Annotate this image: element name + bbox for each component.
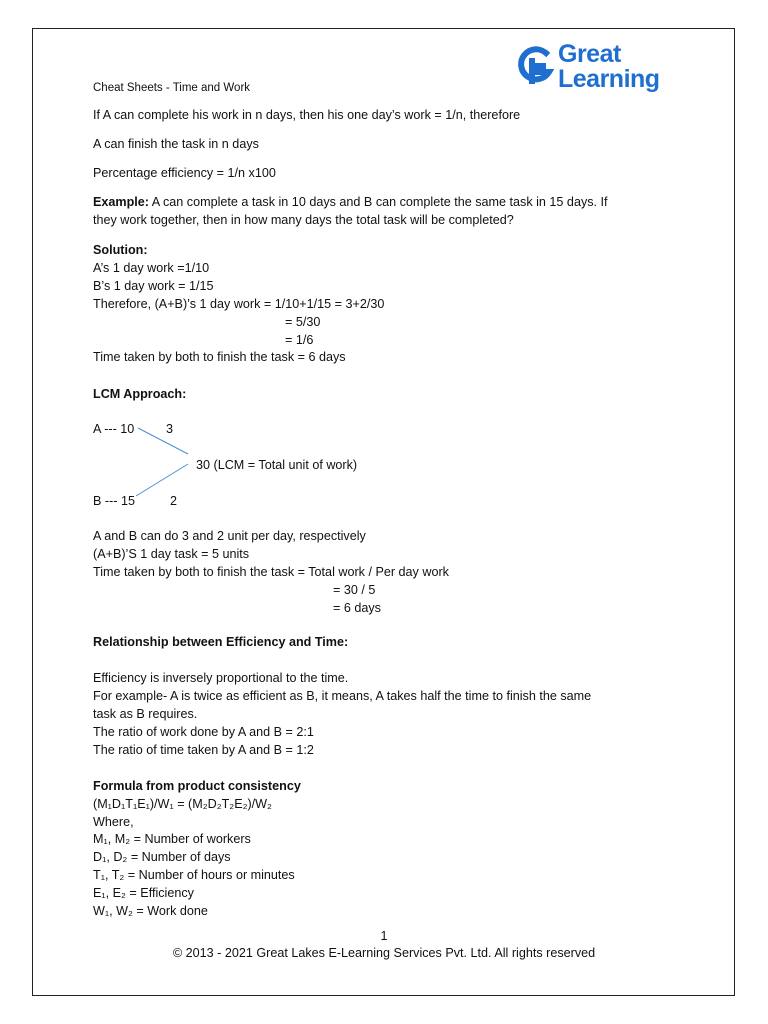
solution-line-a: A’s 1 day work =1/10 [93, 261, 210, 275]
solution-heading: Solution: [93, 243, 148, 257]
lcm-total: 30 (LCM = Total unit of work) [196, 458, 358, 472]
formula-def-hours: T₁, T₂ = Number of hours or minutes [93, 868, 295, 882]
example-text-1: A can complete a task in 10 days and B can complete the same task in 15 days. If [149, 195, 608, 209]
line-one-day-work: If A can complete his work in n days, then his one day’s work = 1/n, therefore [93, 108, 521, 122]
logo-line-2: Learning [558, 65, 660, 93]
line-percentage-efficiency: Percentage efficiency = 1/n x100 [93, 166, 276, 180]
solution-line-5-30: = 5/30 [285, 315, 321, 329]
lcm-conclusion-1: A and B can do 3 and 2 unit per day, respectively [93, 529, 366, 543]
page-number: 1 [380, 929, 388, 943]
formula-def-days: D₁, D₂ = Number of days [93, 850, 231, 864]
solution-result: Time taken by both to finish the task = 6 days [93, 350, 346, 364]
relationship-line-5: The ratio of time taken by A and B = 1:2 [93, 743, 314, 757]
solution-line-b: B’s 1 day work = 1/15 [93, 279, 214, 293]
great-learning-g-icon [516, 44, 554, 90]
lcm-conclusion-2: (A+B)’S 1 day task = 5 units [93, 547, 250, 561]
formula-heading: Formula from product consistency [93, 779, 301, 793]
great-learning-logo [516, 40, 676, 96]
lcm-heading: LCM Approach: [93, 387, 187, 401]
solution-line-combined: Therefore, (A+B)’s 1 day work = 1/10+1/15 = 3+2/30 [93, 297, 385, 311]
lcm-b-units: 2 [170, 494, 178, 508]
relationship-line-1: Efficiency is inversely proportional to the time. [93, 671, 349, 685]
lcm-b-days: B --- 15 [93, 494, 135, 508]
formula-where: Where, [93, 815, 134, 829]
example-line-2: they work together, then in how many days the total task will be completed? [93, 213, 514, 227]
formula-def-work: W₁, W₂ = Work done [93, 904, 208, 918]
lcm-conclusion-3: Time taken by both to finish the task = Total work / Per day work [93, 565, 449, 579]
lcm-a-days: A --- 10 [93, 422, 135, 436]
relationship-line-2: For example- A is twice as efficient as B, it means, A takes half the time to finish the same [93, 689, 592, 703]
lcm-line-b [136, 464, 188, 496]
formula-equation: (M₁D₁T₁E₁)/W₁ = (M₂D₂T₂E₂)/W₂ [93, 797, 272, 811]
lcm-connector-lines [130, 420, 200, 500]
lcm-conclusion-5: = 6 days [333, 601, 381, 615]
relationship-line-4: The ratio of work done by A and B = 2:1 [93, 725, 314, 739]
example-label: Example: [93, 195, 149, 209]
logo-line-1: Great [558, 40, 621, 68]
lcm-conclusion-4: = 30 / 5 [333, 583, 376, 597]
relationship-heading: Relationship between Efficiency and Time: [93, 635, 349, 649]
lcm-line-a [138, 428, 188, 454]
relationship-line-3: task as B requires. [93, 707, 198, 721]
example-line-1 [93, 194, 608, 210]
doc-header: Cheat Sheets - Time and Work [93, 82, 251, 94]
solution-line-1-6: = 1/6 [285, 333, 314, 347]
lcm-a-units: 3 [166, 422, 174, 436]
copyright-footer: © 2013 - 2021 Great Lakes E-Learning Services Pvt. Ltd. All rights reserved [172, 946, 596, 960]
formula-def-workers: M₁, M₂ = Number of workers [93, 832, 251, 846]
formula-def-efficiency: E₁, E₂ = Efficiency [93, 886, 194, 900]
line-finish-task: A can finish the task in n days [93, 137, 259, 151]
